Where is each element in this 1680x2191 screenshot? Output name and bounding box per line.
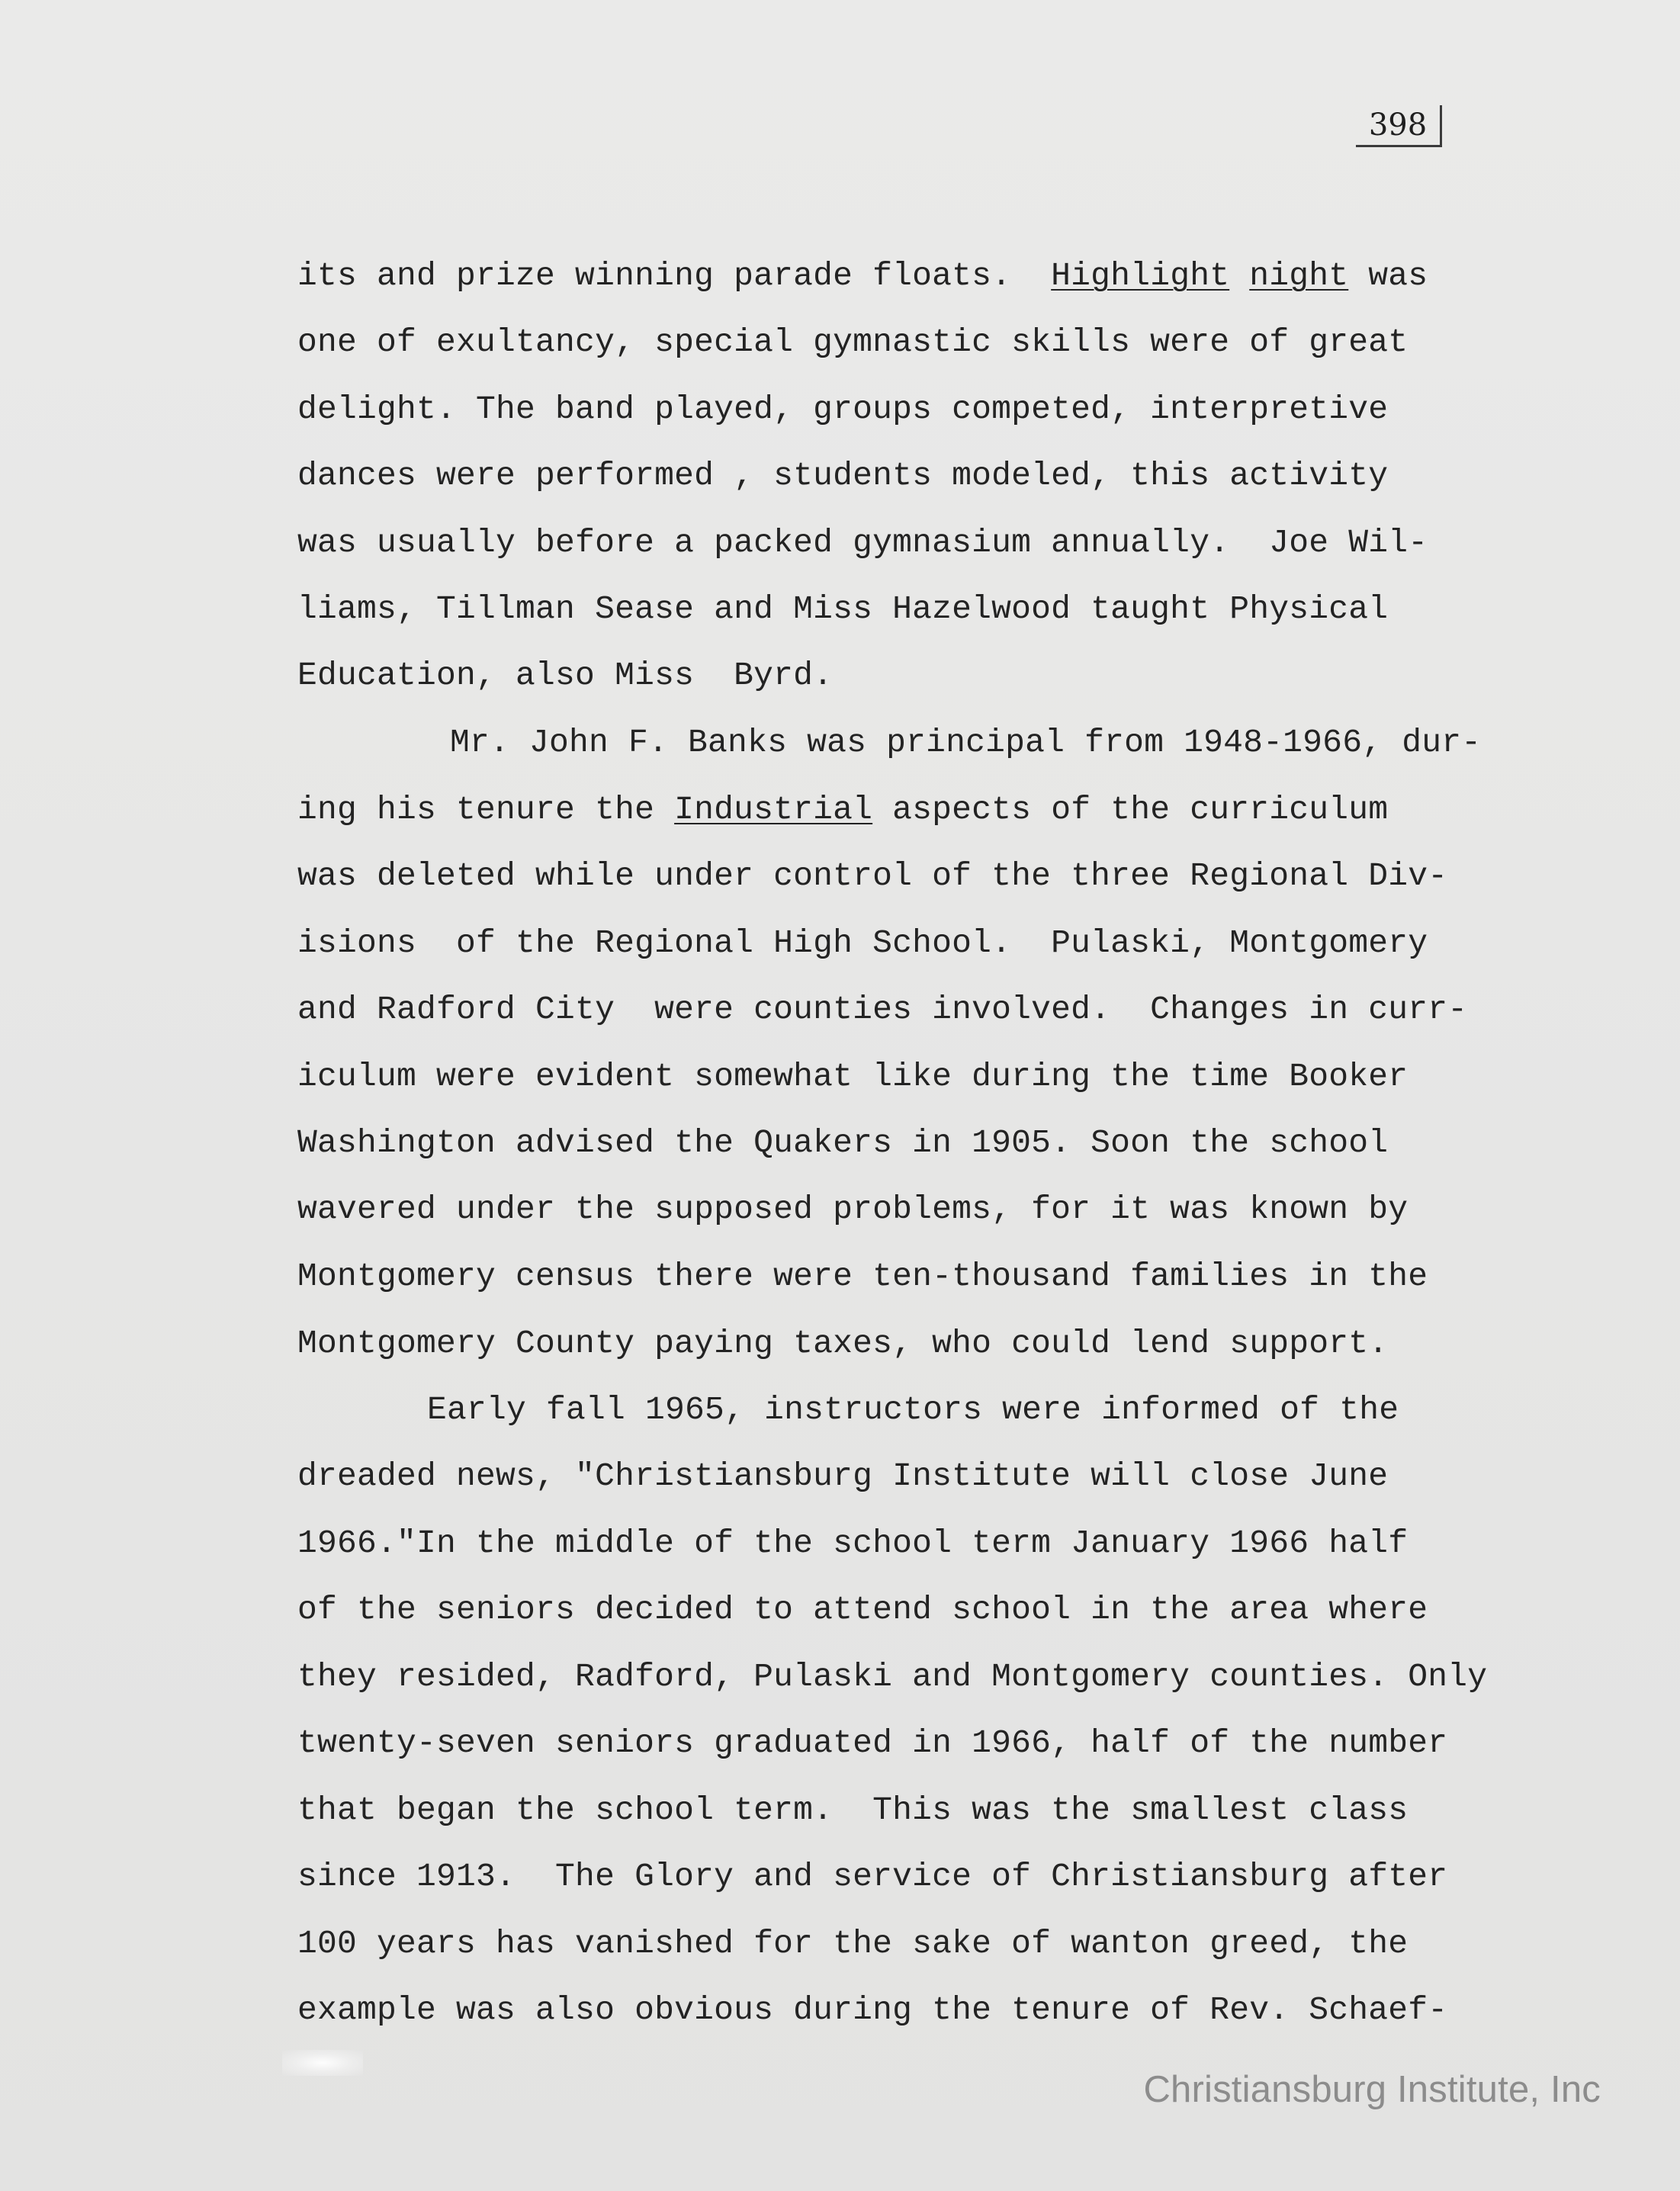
underlined-word: Industrial — [674, 791, 873, 828]
text-line: was deleted while under control of the three Regional Div- — [297, 857, 1448, 895]
text-line: that began the school term. This was the smallest class — [297, 1791, 1409, 1829]
text-line: Montgomery census there were ten-thousand families in the — [297, 1258, 1428, 1295]
underlined-word: night — [1249, 257, 1349, 294]
text-line: delight. The band played, groups competed, interpretive — [297, 390, 1389, 428]
text-segment: was — [1368, 257, 1428, 294]
text-line: since 1913. The Glory and service of Christiansburg after — [297, 1858, 1448, 1895]
text-line: 1966."In the middle of the school term January 1966 half — [297, 1524, 1409, 1562]
text-line: Early fall 1965, instructors were informed of the — [427, 1391, 1399, 1428]
text-line: example was also obvious during the tenure of Rev. Schaef- — [297, 1991, 1448, 2029]
paper-blemish — [282, 2050, 363, 2076]
text-line: twenty-seven seniors graduated in 1966, half of the number — [297, 1724, 1448, 1762]
text-segment: its and prize winning parade floats. — [297, 257, 1012, 294]
text-segment: ing his tenure the — [297, 791, 655, 828]
text-line: and Radford City were counties involved. Changes in curr- — [297, 991, 1468, 1028]
text-line: they resided, Radford, Pulaski and Montgomery counties. Only — [297, 1658, 1488, 1695]
text-line: was usually before a packed gymnasium annually. Joe Wil- — [297, 524, 1428, 561]
text-line: dreaded news, "Christiansburg Institute will close June — [297, 1457, 1389, 1495]
text-line — [297, 257, 1428, 294]
page-number: 398 — [1356, 105, 1442, 147]
text-line: of the seniors decided to attend school in the area where — [297, 1591, 1428, 1628]
text-line: wavered under the supposed problems, for it was known by — [297, 1190, 1409, 1228]
watermark: Christiansburg Institute, Inc — [1143, 2069, 1601, 2110]
text-line: Montgomery County paying taxes, who could lend support. — [297, 1325, 1389, 1362]
text-line: Washington advised the Quakers in 1905. Soon the school — [297, 1124, 1389, 1161]
text-line: dances were performed , students modeled, this activity — [297, 457, 1389, 494]
text-line — [297, 791, 1388, 828]
text-line: iculum were evident somewhat like during the time Booker — [297, 1058, 1409, 1095]
text-segment: aspects of the curriculum — [892, 791, 1389, 828]
underlined-word: Highlight — [1051, 257, 1230, 294]
text-line: Education, also Miss Byrd. — [297, 657, 834, 694]
text-line: Mr. John F. Banks was principal from 1948-1966, dur- — [450, 724, 1482, 761]
text-line: one of exultancy, special gymnastic skills were of great — [297, 323, 1409, 361]
text-line: liams, Tillman Sease and Miss Hazelwood taught Physical — [297, 590, 1389, 628]
text-line: 100 years has vanished for the sake of wanton greed, the — [297, 1925, 1409, 1962]
text-line: isions of the Regional High School. Pulaski, Montgomery — [297, 924, 1428, 962]
